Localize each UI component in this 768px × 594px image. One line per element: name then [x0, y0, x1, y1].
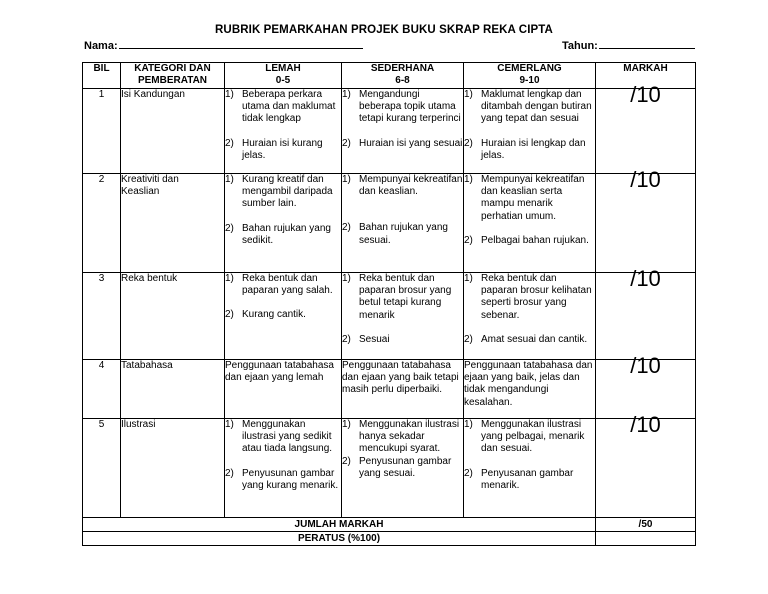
row-bil: 5 — [83, 419, 121, 518]
criterion-item — [464, 89, 595, 126]
header-lemah-range: 0-5 — [275, 75, 291, 87]
item-number: 1) — [342, 174, 351, 185]
cell-cemerlang — [464, 89, 596, 174]
header-bil: BIL — [83, 63, 121, 89]
markah-cell[interactable]: /10 — [596, 419, 696, 518]
cell-sederhana — [342, 419, 464, 518]
row-kategori — [121, 273, 225, 360]
criterion-item — [342, 222, 463, 246]
item-text: Bahan rujukan yang sedikit. — [242, 222, 331, 246]
criterion-item — [225, 89, 341, 126]
row-bil: 2 — [83, 174, 121, 273]
criterion-item — [225, 309, 341, 321]
item-text: Penyusanan gambar menarik. — [481, 467, 574, 491]
criterion-item — [225, 138, 341, 162]
cell-lemah — [225, 273, 342, 360]
item-text: Kurang cantik. — [242, 309, 306, 321]
cell-lemah: Penggunaan tatabahasa dan ejaan yang lemah — [225, 360, 342, 419]
item-number: 2) — [342, 137, 351, 149]
item-number: 1) — [342, 89, 351, 100]
table-row — [83, 174, 696, 273]
criterion-item — [342, 456, 463, 480]
row-kategori — [121, 174, 225, 273]
row-bil: 1 — [83, 89, 121, 174]
row-kategori — [121, 360, 225, 419]
header-kategori — [121, 63, 225, 89]
item-number: 1) — [225, 89, 234, 100]
cell-sederhana — [342, 174, 464, 273]
item-number: 2) — [342, 333, 351, 345]
kategori-line: Isi Kandungan — [121, 89, 185, 100]
jumlah-label: JUMLAH MARKAH — [83, 518, 596, 532]
item-text: Bahan rujukan yang sesuai. — [359, 222, 448, 246]
cell-sederhana: Penggunaan tatabahasa dan ejaan yang baik tetapi masih perlu diperbaiki. — [342, 360, 464, 419]
criterion-item — [225, 273, 341, 297]
item-text: Beberapa perkara utama dan maklumat tidak lengkap — [242, 89, 336, 125]
item-number: 1) — [342, 419, 351, 430]
header-kategori-line2: PEMBERATAN — [137, 75, 208, 87]
criterion-item — [464, 273, 595, 322]
markah-cell[interactable]: /10 — [596, 360, 696, 419]
header-kategori-line1: KATEGORI DAN — [134, 63, 211, 74]
criterion-item — [225, 174, 341, 211]
header-sederhana-label: SEDERHANA — [370, 63, 435, 74]
jumlah-row — [83, 518, 696, 532]
header-sederhana-range: 6-8 — [395, 75, 410, 87]
row-bil: 4 — [83, 360, 121, 419]
criterion-item — [464, 174, 595, 223]
item-text: Huraian isi lengkap dan jelas. — [481, 137, 586, 161]
markah-cell[interactable]: /10 — [596, 273, 696, 360]
criterion-item — [225, 468, 341, 492]
criterion-item — [342, 419, 463, 456]
criterion-item — [464, 138, 595, 162]
item-text: Pelbagai bahan rujukan. — [481, 234, 589, 246]
item-text: Menggunakan ilustrasi hanya sekadar mencukupi syarat. — [359, 419, 460, 455]
peratus-row — [83, 532, 696, 546]
cell-lemah — [225, 419, 342, 518]
criterion-item — [464, 468, 595, 492]
cell-lemah — [225, 89, 342, 174]
item-text: Reka bentuk dan paparan brosur yang betul tetapi kurang menarik — [359, 273, 452, 321]
item-number: 2) — [225, 309, 234, 321]
criterion-item — [464, 235, 595, 247]
row-kategori — [121, 419, 225, 518]
item-number: 2) — [225, 222, 234, 234]
header-cemerlang-range: 9-10 — [519, 75, 540, 87]
page-title: RUBRIK PEMARKAHAN PROJEK BUKU SKRAP REKA CIPTA — [215, 24, 553, 36]
item-number: 1) — [464, 89, 473, 100]
header-cemerlang — [464, 63, 596, 89]
criterion-item — [464, 334, 595, 346]
item-number: 1) — [464, 174, 473, 185]
item-number: 2) — [342, 222, 351, 234]
item-text: Huraian isi kurang jelas. — [242, 137, 323, 161]
nama-line[interactable] — [119, 38, 363, 49]
item-text: Penyusunan gambar yang kurang menarik. — [242, 467, 339, 491]
item-number: 2) — [342, 455, 351, 467]
nama-field[interactable] — [84, 38, 363, 52]
item-number: 1) — [225, 419, 234, 430]
cell-sederhana — [342, 273, 464, 360]
row-bil: 3 — [83, 273, 121, 360]
cell-cemerlang — [464, 174, 596, 273]
item-number: 2) — [464, 333, 473, 345]
markah-cell[interactable]: /10 — [596, 174, 696, 273]
item-number: 1) — [464, 419, 473, 430]
kategori-line: Kreativiti dan — [121, 174, 179, 185]
cell-cemerlang: Penggunaan tatabahasa dan ejaan yang baik, jelas dan tidak mengandungi kesalahan. — [464, 360, 596, 419]
kategori-line: Reka bentuk — [121, 273, 178, 284]
item-number: 2) — [225, 137, 234, 149]
table-row — [83, 89, 696, 174]
peratus-value[interactable] — [596, 532, 696, 546]
item-text: Mempunyai kekreatifan dan keaslian serta mampu menarik perhatian umum. — [481, 174, 585, 222]
markah-cell[interactable]: /10 — [596, 89, 696, 174]
criterion-item — [342, 273, 463, 322]
item-text: Sesuai — [359, 333, 390, 345]
table-row — [83, 273, 696, 360]
item-number: 2) — [225, 467, 234, 479]
item-text: Huraian isi yang sesuai — [359, 137, 463, 149]
cell-sederhana — [342, 89, 464, 174]
criterion-item — [464, 419, 595, 456]
criterion-item — [225, 419, 341, 456]
cell-lemah — [225, 174, 342, 273]
item-text: Reka bentuk dan paparan brosur kelihatan seperti brosur yang sebenar. — [481, 273, 592, 321]
tahun-label: Tahun: — [562, 40, 598, 52]
item-text: Menggunakan ilustrasi yang pelbagai, menarik dan sesuai. — [481, 419, 585, 455]
criterion-item — [225, 223, 341, 247]
header-row — [83, 63, 696, 89]
item-text: Amat sesuai dan cantik. — [481, 333, 588, 345]
tahun-line[interactable] — [599, 38, 695, 49]
rubric-table — [82, 62, 696, 546]
item-text: Penyusunan gambar yang sesuai. — [359, 455, 452, 479]
item-text: Mempunyai kekreatifan dan keaslian. — [359, 174, 463, 198]
item-number: 1) — [464, 273, 473, 284]
table-row — [83, 360, 696, 419]
header-lemah-label: LEMAH — [265, 63, 301, 74]
jumlah-value[interactable]: /50 — [596, 518, 696, 532]
item-text: Reka bentuk dan paparan yang salah. — [242, 273, 333, 297]
item-number: 1) — [225, 273, 234, 284]
item-text: Maklumat lengkap dan ditambah dengan butiran yang tepat dan sesuai — [481, 89, 592, 125]
nama-label: Nama: — [84, 40, 118, 52]
header-cemerlang-label: CEMERLANG — [497, 63, 562, 74]
item-number: 2) — [464, 467, 473, 479]
item-text: Kurang kreatif dan mengambil daripada sumber lain. — [242, 174, 333, 210]
header-sederhana — [342, 63, 464, 89]
row-kategori — [121, 89, 225, 174]
criterion-item — [342, 89, 463, 126]
cell-cemerlang — [464, 419, 596, 518]
item-number: 1) — [342, 273, 351, 284]
item-text: Menggunakan ilustrasi yang sedikit atau tiada langsung. — [242, 419, 333, 455]
kategori-line: Tatabahasa — [121, 360, 173, 371]
item-number: 1) — [225, 174, 234, 185]
criterion-item — [342, 138, 463, 150]
kategori-line: Ilustrasi — [121, 419, 156, 430]
item-number: 2) — [464, 137, 473, 149]
item-number: 2) — [464, 234, 473, 246]
table-row — [83, 419, 696, 518]
cell-cemerlang — [464, 273, 596, 360]
criterion-item — [342, 174, 463, 198]
item-text: Mengandungi beberapa topik utama tetapi kurang terperinci — [359, 89, 461, 125]
tahun-field[interactable] — [562, 38, 695, 52]
header-markah: MARKAH — [596, 63, 696, 89]
kategori-line: Keaslian — [121, 186, 160, 198]
peratus-label: PERATUS (%100) — [83, 532, 596, 546]
header-lemah — [225, 63, 342, 89]
criterion-item — [342, 334, 463, 346]
